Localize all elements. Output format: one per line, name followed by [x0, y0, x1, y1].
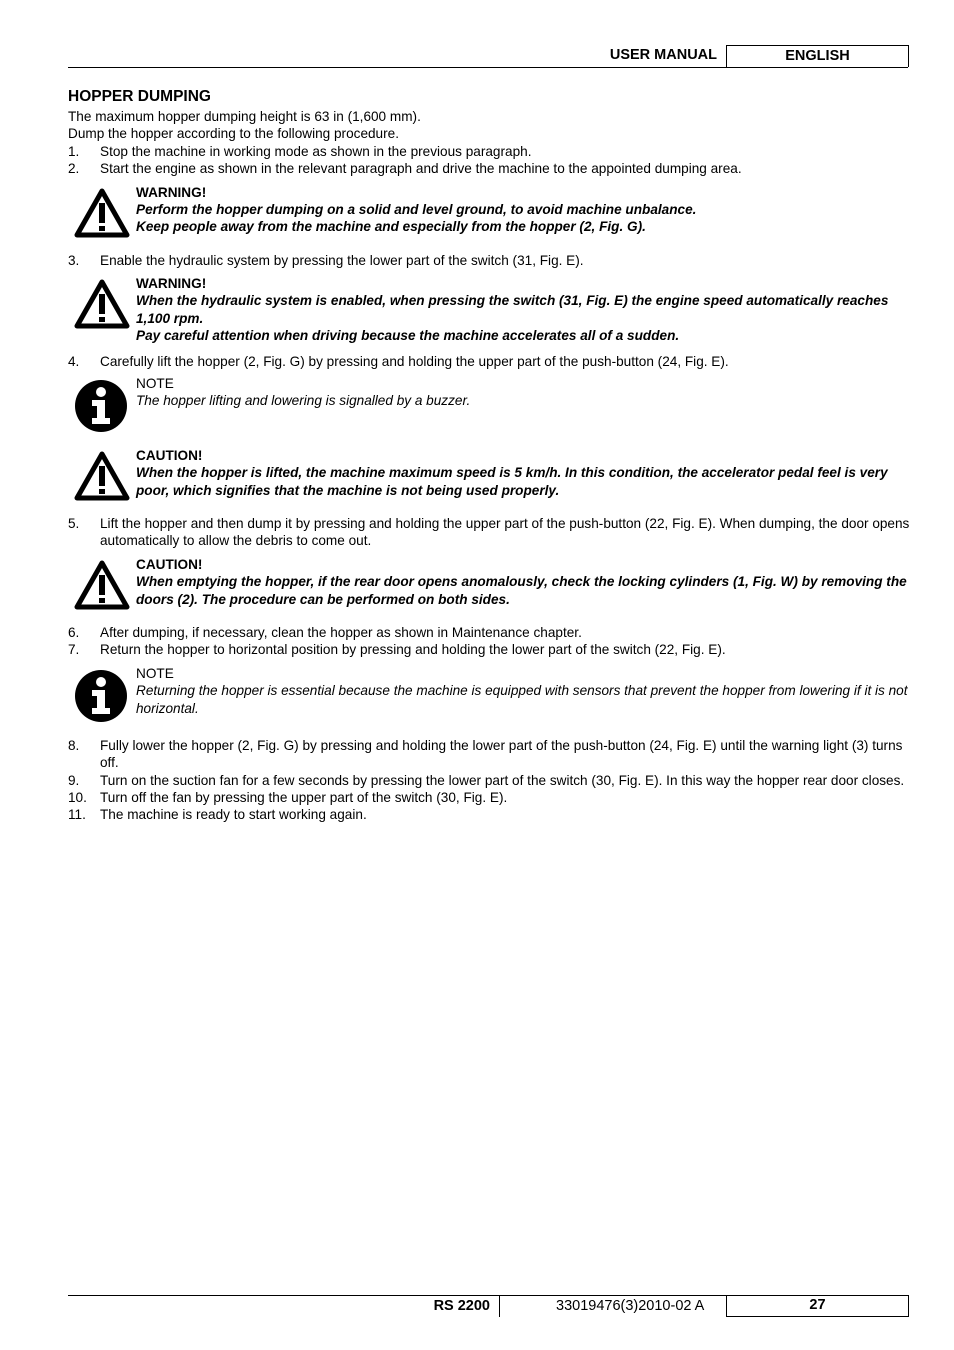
list-item: 9. Turn on the suction fan for a few seconds by pressing the lower part of the switch (30, Fig. E). In this way the hopper rear door closes. [68, 772, 905, 788]
footer-page-number: 27 [726, 1295, 909, 1317]
list-item: 8. Fully lower the hopper (2, Fig. G) by pressing and holding the lower part of the push-button (24, Fig. E) until the warning light (3) turns off. [68, 737, 903, 771]
list-item: 10. Turn off the fan by pressing the upper part of the switch (30, Fig. E). [68, 789, 508, 805]
notice-heading: CAUTION! [136, 448, 203, 464]
note-notice [68, 375, 910, 443]
notice-heading: CAUTION! [136, 556, 203, 572]
page-content [68, 87, 910, 824]
warning-triangle-icon [74, 279, 130, 329]
notice-text: Keep people away from the machine and especially from the hopper (2, Fig. G). [136, 219, 646, 235]
info-circle-icon [74, 379, 128, 433]
notice-text: When the hydraulic system is enabled, when pressing the switch (31, Fig. E) the engine speed automatically reaches 1,100 rpm. [136, 293, 889, 326]
warning-notice [68, 184, 910, 238]
notice-heading: WARNING! [136, 276, 207, 292]
note-notice [68, 665, 910, 723]
list-item: 3. Enable the hydraulic system by pressing the lower part of the switch (31, Fig. E). [68, 252, 584, 268]
intro-line: The maximum hopper dumping height is 63 in (1,600 mm). [68, 109, 421, 124]
notice-text: Perform the hopper dumping on a solid and level ground, to avoid machine unbalance. [136, 202, 697, 218]
list-item: 1. Stop the machine in working mode as shown in the previous paragraph. [68, 143, 532, 159]
list-item: 6. After dumping, if necessary, clean the hopper as shown in Maintenance chapter. [68, 624, 582, 640]
footer-divider [499, 1296, 500, 1317]
list-item: 5. Lift the hopper and then dump it by pressing and holding the upper part of the push-button (22, Fig. E). When dumping, the door opens automatically to allow the debris to come out. [68, 516, 910, 549]
list-item: 4. Carefully lift the hopper (2, Fig. G) by pressing and holding the upper part of the push-button (24, Fig. E). [68, 353, 729, 369]
header-language: ENGLISH [726, 45, 909, 67]
list-item: 2. Start the engine as shown in the relevant paragraph and drive the machine to the appointed dumping area. [68, 161, 742, 177]
warning-notice [68, 275, 910, 345]
warning-triangle-icon [74, 560, 130, 610]
list-item: 7. Return the hopper to horizontal position by pressing and holding the lower part of the switch (22, Fig. E). [68, 642, 726, 658]
notice-heading: NOTE [136, 376, 174, 392]
info-circle-icon [74, 669, 128, 723]
footer-model: RS 2200 [433, 1298, 490, 1314]
intro-line: Dump the hopper according to the following procedure. [68, 126, 399, 142]
caution-notice [68, 447, 910, 501]
warning-triangle-icon [74, 451, 130, 501]
notice-heading: WARNING! [136, 184, 207, 200]
notice-text: When the hopper is lifted, the machine maximum speed is 5 km/h. In this condition, the accelerator pedal feel is very poor, which signifies that the machine is not being used properly. [136, 465, 888, 498]
notice-text: Pay careful attention when driving because the machine accelerates all of a sudden. [136, 328, 680, 344]
notice-text: When emptying the hopper, if the rear door opens anomalously, check the locking cylinders (1, Fig. W) by removing the doors (2). The procedure can be performed on both sides. [136, 574, 907, 607]
header-rule [68, 67, 908, 68]
header-manual-title: USER MANUAL [609, 47, 717, 63]
notice-heading: NOTE [136, 665, 174, 681]
list-item: 11. The machine is ready to start working again. [68, 807, 367, 823]
footer-document-code: 33019476(3)2010-02 A [556, 1298, 705, 1314]
warning-triangle-icon [74, 188, 130, 238]
caution-notice [68, 556, 910, 610]
section-title: HOPPER DUMPING [68, 88, 211, 105]
notice-text: Returning the hopper is essential because the machine is equipped with sensors that prevent the hopper from lowering if it is not horizontal. [136, 683, 908, 716]
notice-text: The hopper lifting and lowering is signalled by a buzzer. [136, 393, 471, 409]
